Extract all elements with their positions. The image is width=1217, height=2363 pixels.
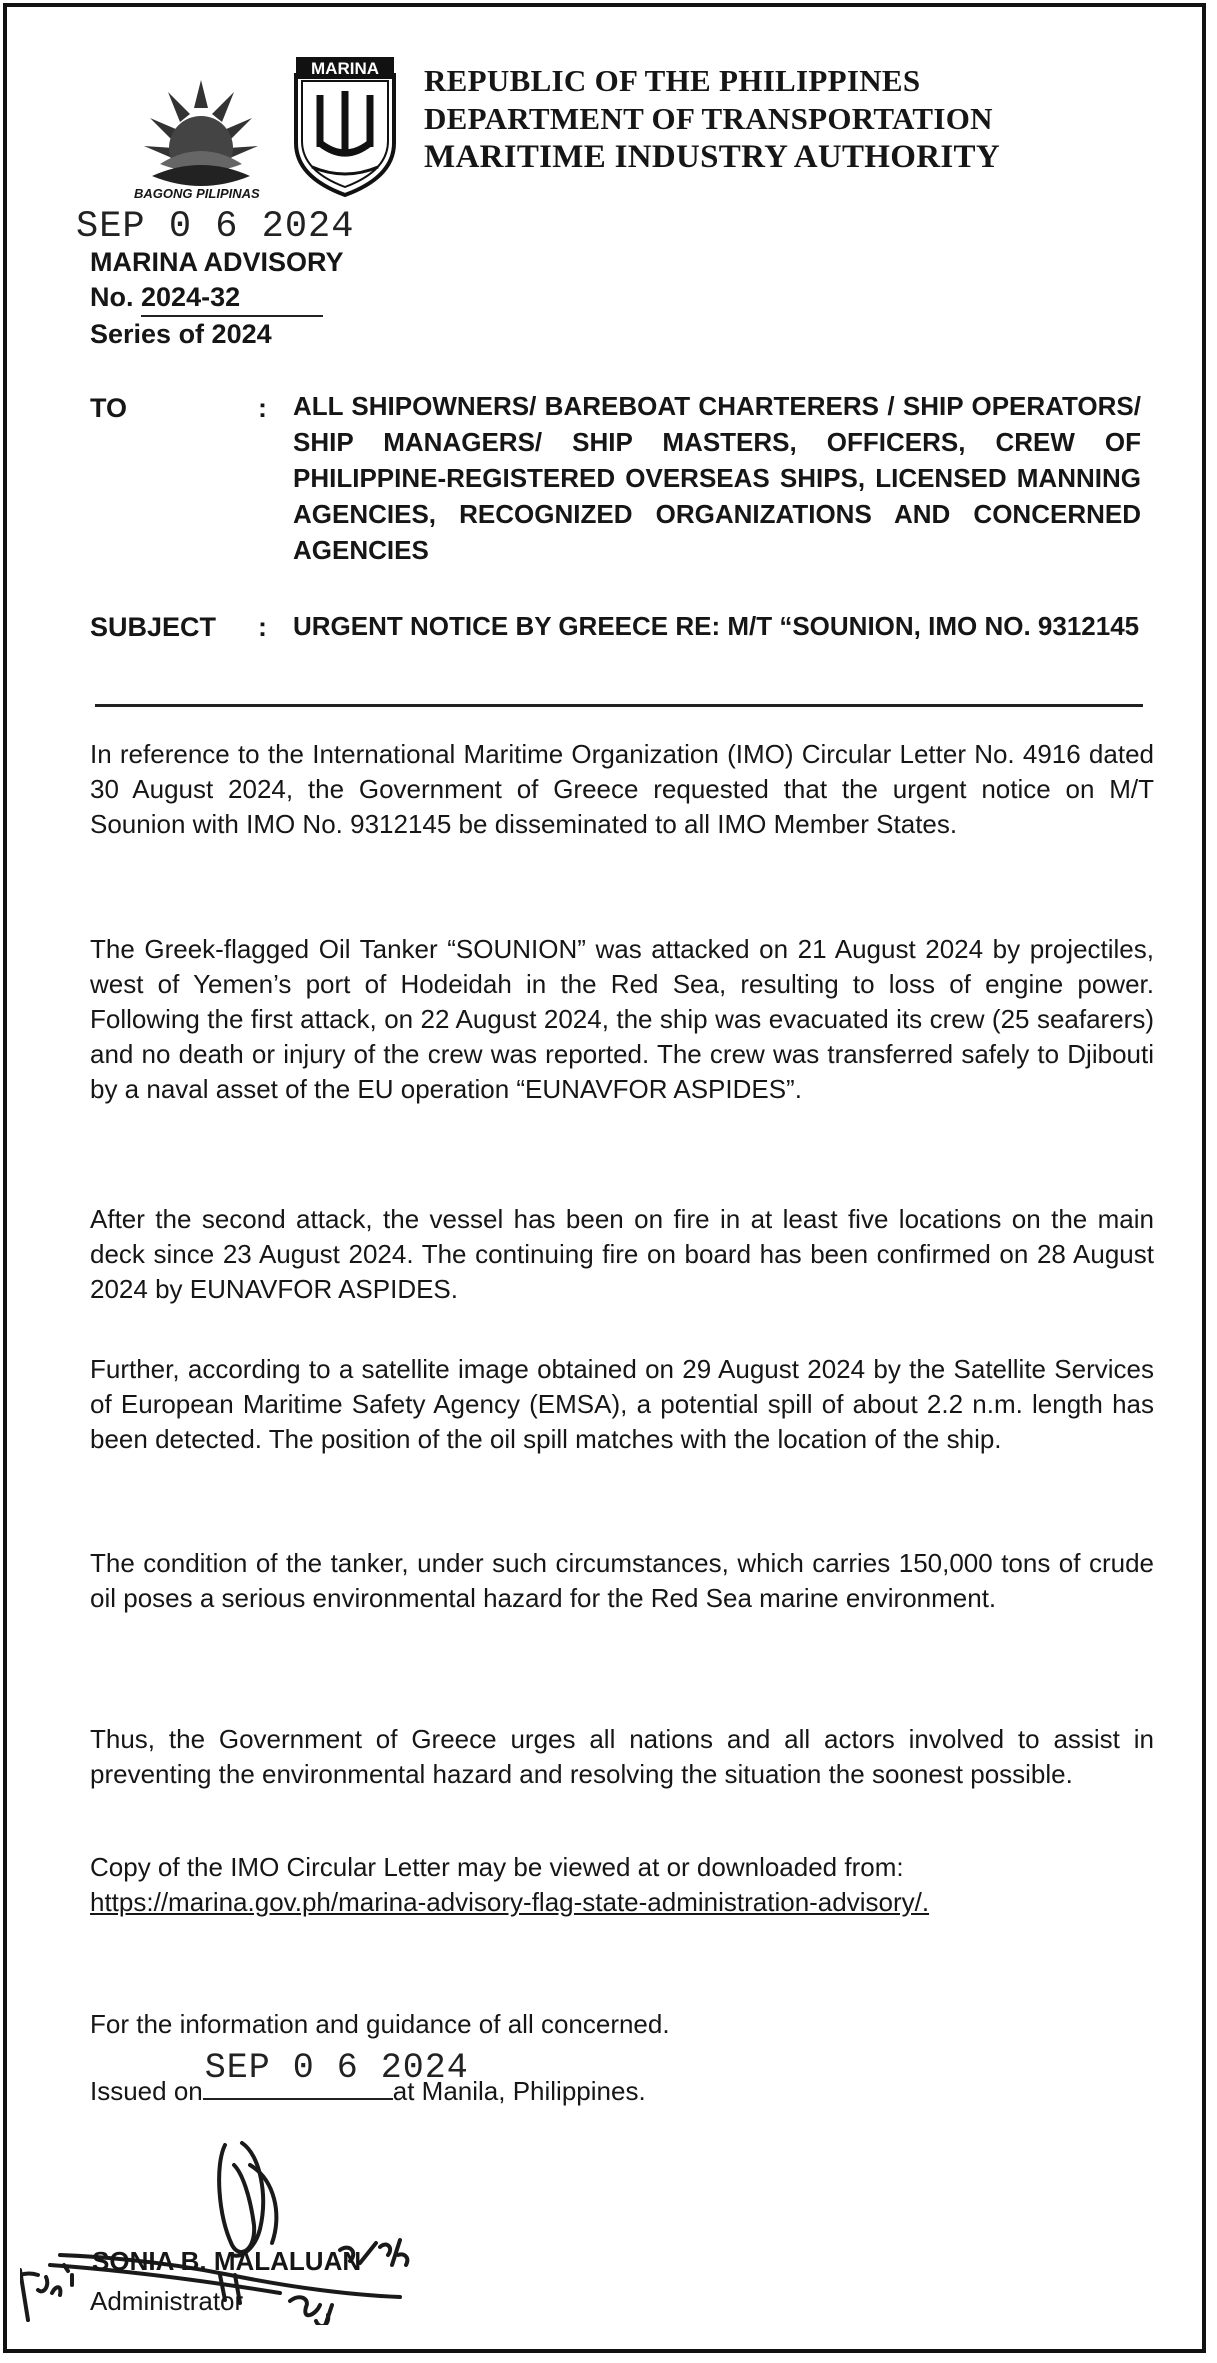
body-paragraph-1: In reference to the International Maritime Organization (IMO) Circular Letter No. 4916 dated 30 August 2024, the Government of Greece requested that the urgent notice on M/T Sounion with IMO No. 9312145 be disseminated to all IMO Member States.	[90, 739, 1154, 839]
subject-label: SUBJECT	[90, 612, 217, 642]
advisory-heading	[90, 245, 344, 352]
advisory-series: Series of 2024	[90, 319, 272, 349]
advisory-number-value: 2024-32	[141, 280, 323, 317]
to-label: TO	[90, 393, 128, 423]
subject-colon: :	[258, 612, 267, 642]
advisory-number	[90, 280, 344, 317]
issued-date-stamp: SEP 0 6 2024	[204, 2048, 469, 2088]
body-paragraph-4: Further, according to a satellite image obtained on 29 August 2024 by the Satellite Services of European Maritime Safety Agency (EMSA), a potential spill of about 2.2 n.m. length has been detected. The position of the oil spill matches with the location of the ship.	[90, 1354, 1154, 1454]
advisory-title: MARINA ADVISORY	[90, 247, 344, 277]
issued-suffix: at Manila, Philippines.	[392, 2076, 646, 2106]
marina-logo-text: MARINA	[311, 59, 379, 78]
issued-line	[90, 2048, 646, 2111]
document-border	[3, 3, 1206, 2353]
body-paragraph-7	[90, 1850, 1154, 1920]
to-colon: :	[258, 393, 267, 423]
body-paragraph-8: For the information and guidance of all concerned.	[90, 2009, 670, 2039]
header-republic: REPUBLIC OF THE PHILIPPINES	[424, 63, 921, 98]
body-paragraph-6: Thus, the Government of Greece urges all nations and all actors involved to assist in preventing the environmental hazard and resolving the situation the soonest possible.	[90, 1724, 1154, 1789]
marina-logo	[290, 55, 400, 200]
body-paragraph-5: The condition of the tanker, under such circumstances, which carries 150,000 tons of crude oil poses a serious environmental hazard for the Red Sea marine environment.	[90, 1548, 1154, 1613]
body-paragraph-3: After the second attack, the vessel has been on fire in at least five locations on the main deck since 23 August 2024. The continuing fire on board has been confirmed on 28 August 2024 by EUNAVFOR ASPIDES.	[90, 1204, 1154, 1304]
header-department: DEPARTMENT OF TRANSPORTATION	[424, 101, 993, 136]
signatory-name: SONIA B. MALALUAN	[92, 2246, 362, 2276]
bagong-pilipinas-label: BAGONG PILIPINAS	[134, 186, 260, 201]
download-instruction: Copy of the IMO Circular Letter may be viewed at or downloaded from:	[90, 1852, 904, 1882]
signatory-title: Administrator	[90, 2286, 244, 2316]
header-authority: MARITIME INDUSTRY AUTHORITY	[424, 139, 1000, 175]
agency-header	[424, 62, 1000, 176]
body-paragraph-2: The Greek-flagged Oil Tanker “SOUNION” was attacked on 21 August 2024 by projectiles, west of Yemen’s port of Hodeidah in the Red Sea, resulting to loss of engine power. Following the first attack, on 22 August 2024, the ship was evacuated its crew (25 seafarers) and no death or injury of the crew was reported. The crew was transferred safely to Djibouti by a naval asset of the EU operation “EUNAVFOR ASPIDES”.	[90, 934, 1154, 1104]
header-divider	[95, 704, 1143, 707]
received-date-stamp: SEP 0 6 2024	[76, 206, 355, 248]
issued-date-blank	[203, 2048, 469, 2100]
circular-letter-link[interactable]: https://marina.gov.ph/marina-advisory-flag-state-administration-advisory/.	[90, 1887, 930, 1917]
advisory-number-label: No.	[90, 282, 134, 312]
subject-text: URGENT NOTICE BY GREECE RE: M/T “SOUNION, IMO NO. 9312145	[293, 611, 1140, 641]
issued-prefix: Issued on	[90, 2076, 203, 2106]
to-recipients: ALL SHIPOWNERS/ BAREBOAT CHARTERERS / SHIP OPERATORS/ SHIP MANAGERS/ SHIP MASTERS, OFFICERS, CREW OF PHILIPPINE-REGISTERED OVERSEAS SHIPS, LICENSED MANNING AGENCIES, RECOGNIZED ORGANIZATIONS AND CONCERNED AGENCIES	[293, 391, 1141, 565]
